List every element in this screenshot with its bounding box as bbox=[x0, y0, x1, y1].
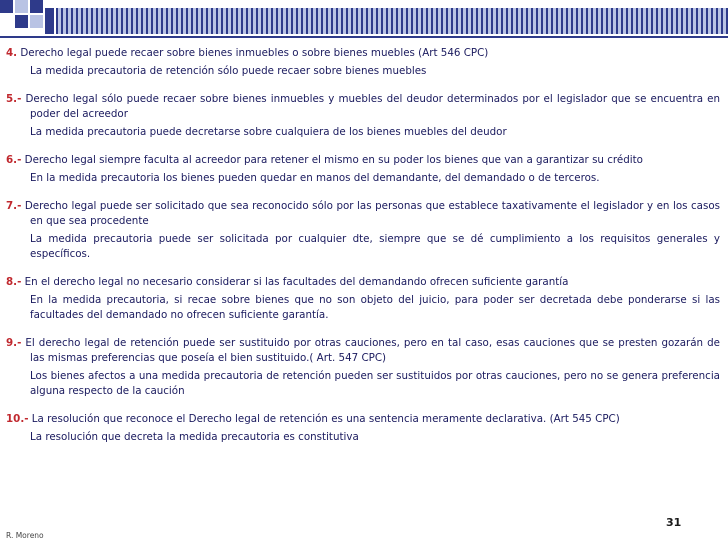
item-number: 7.- bbox=[6, 200, 22, 212]
item-number: 4. bbox=[6, 47, 18, 59]
header-square-4 bbox=[15, 15, 28, 28]
item-number: 10.- bbox=[6, 413, 29, 425]
page-number: 31 bbox=[666, 516, 682, 529]
item-text: En el derecho legal no necesario considerar si las facultades del demandando ofrecen suficiente garantía bbox=[24, 276, 569, 288]
item-subtext: La medida precautoria puede decretarse sobre cualquiera de los bienes muebles del deudor bbox=[30, 126, 507, 138]
item-number: 9.- bbox=[6, 337, 22, 349]
item-subtext: En la medida precautoria los bienes pueden quedar en manos del demandante, del demandado o de terceros. bbox=[30, 172, 600, 184]
item-subtext: La medida precautoria puede ser solicitada por cualquier dte, siempre que se dé cumplimiento a los requisitos generales y específicos. bbox=[30, 233, 720, 260]
list-item bbox=[6, 412, 720, 445]
header-square-5 bbox=[30, 15, 43, 28]
item-number: 8.- bbox=[6, 276, 22, 288]
header-rule bbox=[0, 36, 728, 38]
item-number: 5.- bbox=[6, 93, 22, 105]
slide-content bbox=[6, 46, 720, 458]
item-text: El derecho legal de retención puede ser sustituido por otras cauciones, pero en tal caso, esas cauciones que se presten gozarán de las mismas preferencias que poseía el bien sustituido.( Art. 547 CPC) bbox=[25, 337, 720, 364]
header-square-3 bbox=[30, 0, 43, 13]
item-subtext: Los bienes afectos a una medida precautoria de retención pueden ser sustituidos por otras cauciones, pero no se genera preferencia alguna respecto de la caución bbox=[30, 370, 720, 397]
header-square-6 bbox=[45, 8, 54, 34]
list-item bbox=[6, 46, 720, 79]
header-square-1 bbox=[0, 0, 13, 13]
item-text: Derecho legal siempre faculta al acreedor para retener el mismo en su poder los bienes que van a garantizar su crédito bbox=[24, 154, 643, 166]
item-text: Derecho legal sólo puede recaer sobre bienes inmuebles y muebles del deudor determinados por el legislador que se encuentra en poder del acreedor bbox=[25, 93, 720, 120]
item-text: Derecho legal puede ser solicitado que sea reconocido sólo por las personas que establece taxativamente el legislador y en los casos en que sea procedente bbox=[24, 200, 720, 227]
author-label: R. Moreno bbox=[6, 531, 44, 540]
header-stripes bbox=[56, 8, 728, 34]
list-item bbox=[6, 153, 720, 186]
list-item bbox=[6, 275, 720, 323]
list-item bbox=[6, 199, 720, 262]
list-item bbox=[6, 336, 720, 399]
item-text: La resolución que reconoce el Derecho legal de retención es una sentencia meramente declarativa. (Art 545 CPC) bbox=[31, 413, 620, 425]
header-decoration bbox=[0, 0, 728, 36]
item-text: Derecho legal puede recaer sobre bienes inmuebles o sobre bienes muebles (Art 546 CPC) bbox=[20, 47, 489, 59]
item-subtext: La resolución que decreta la medida precautoria es constitutiva bbox=[30, 431, 359, 443]
header-square-2 bbox=[15, 0, 28, 13]
list-item bbox=[6, 92, 720, 140]
item-number: 6.- bbox=[6, 154, 22, 166]
item-subtext: La medida precautoria de retención sólo puede recaer sobre bienes muebles bbox=[30, 65, 427, 77]
item-subtext: En la medida precautoria, si recae sobre bienes que no son objeto del juicio, para poder ser decretada debe ponderarse si las facultades del demandado no ofrecen suficiente garantía. bbox=[30, 294, 720, 321]
